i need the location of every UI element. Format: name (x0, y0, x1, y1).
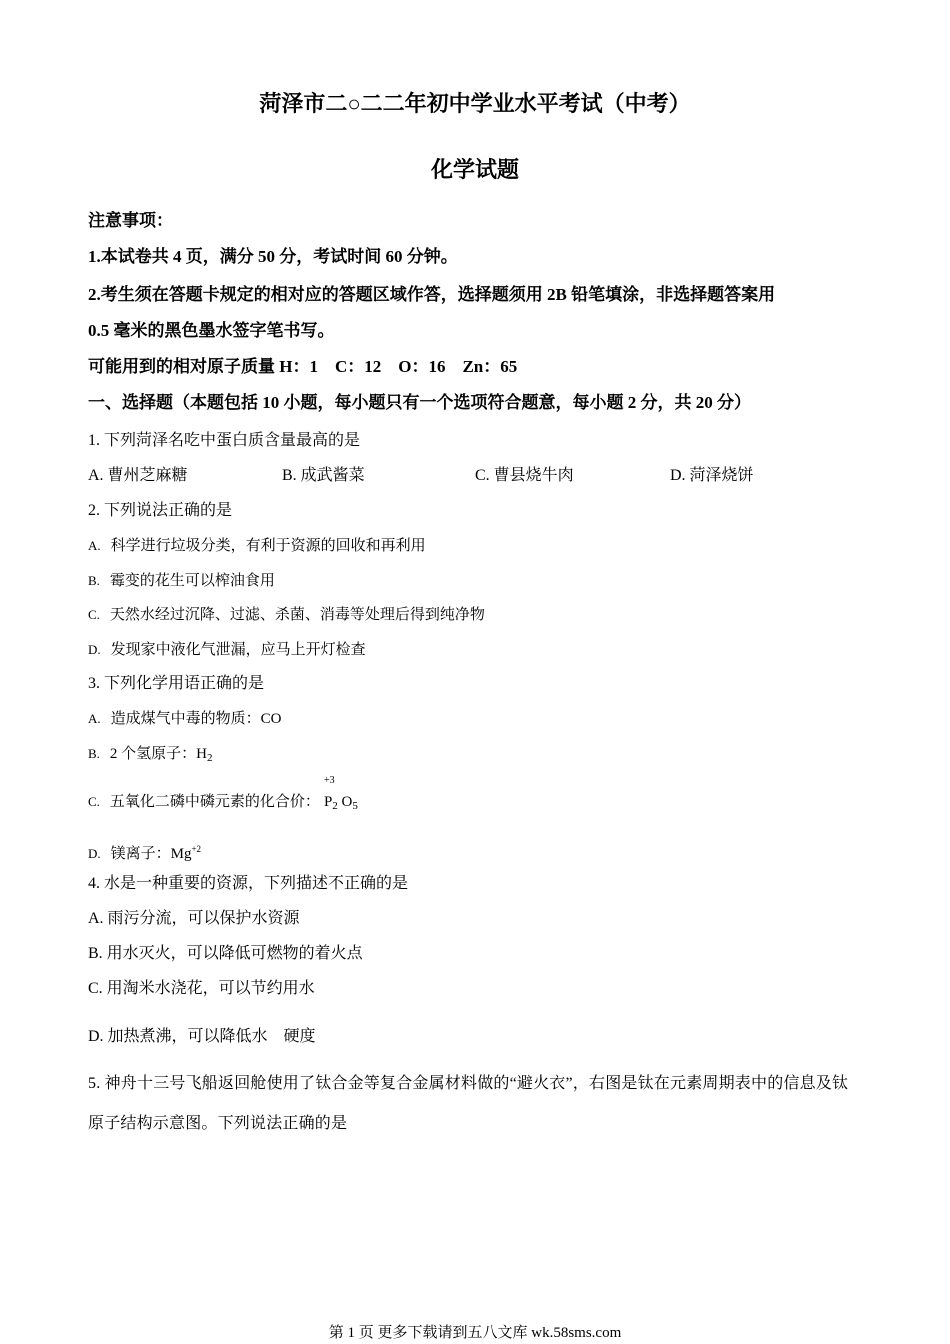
question-4-option-b: B. 用水灭火，可以降低可燃物的着火点 (88, 945, 363, 962)
atomic-masses: 可能用到的相对原子质量 H：1 C：12 O：16 Zn：65 (88, 357, 518, 376)
question-2-option-d (88, 640, 366, 660)
element-symbol: P (323, 794, 333, 810)
option-text: 发现家中液化气泄漏，应马上开灯检查 (110, 642, 366, 658)
option-text: 造成煤气中毒的物质：CO (110, 711, 282, 727)
option-text: 天然水经过沉降、过滤、杀菌、消毒等处理后得到纯净物 (109, 607, 485, 623)
question-2-option-c (88, 605, 485, 625)
notice-item-2-line-1: 2.考生须在答题卡规定的相对应的答题区域作答，选择题须用 2B 铅笔填涂，非选择题答案用 (88, 285, 776, 304)
question-4-option-a: A. 雨污分流，可以保护水资源 (88, 910, 300, 927)
question-4-option-d: D. 加热煮沸，可以降低水 硬度 (88, 1028, 316, 1045)
page-footer: 第 1 页 更多下载请到五八文库 wk.58sms.com (328, 1325, 622, 1341)
question-3-option-d (88, 839, 201, 864)
option-label: B. (88, 746, 100, 761)
option-text: 2 个氢原子：H (109, 746, 208, 762)
option-text: 霉变的花生可以榨油食用 (109, 573, 275, 589)
question-1-option-c: C. 曹县烧牛肉 (475, 467, 574, 484)
notice-item-1: 1.本试卷共 4 页，满分 50 分，考试时间 60 分钟。 (88, 247, 458, 266)
question-1-option-d: D. 菏泽烧饼 (670, 467, 754, 484)
valence-mark: +3 (323, 775, 335, 786)
exam-title: 菏泽市二○二二年初中学业水平考试（中考） (259, 91, 691, 116)
question-3-stem: 3. 下列化学用语正确的是 (88, 675, 265, 692)
question-3-option-b (88, 744, 213, 768)
option-label: D. (88, 846, 101, 861)
question-5-stem: 5. 神舟十三号飞船返回舱使用了钛合金等复合金属材料做的“避火衣”，右图是钛在元素周期表中的信息及钛原子结构示意图。下列说法正确的是 (88, 1075, 849, 1132)
option-label: A. (88, 538, 101, 553)
question-2-option-b (88, 571, 275, 591)
subscript: 5 (352, 800, 358, 812)
notice-item-2-line-2: 0.5 毫米的黑色墨水签字笔书写。 (88, 321, 335, 340)
valence-formula (323, 775, 335, 812)
option-label: C. (88, 794, 100, 809)
question-1-choices (88, 466, 868, 486)
question-1-stem: 1. 下列菏泽名吃中蛋白质含量最高的是 (88, 432, 361, 449)
option-label: D. (88, 642, 101, 657)
question-2-stem: 2. 下列说法正确的是 (88, 502, 233, 519)
notice-heading: 注意事项： (88, 211, 173, 230)
subscript: 2 (332, 800, 338, 812)
element-symbol: O (341, 794, 353, 810)
exam-subtitle: 化学试题 (430, 157, 519, 182)
section-1-heading: 一、选择题（本题包括 10 小题，每小题只有一个选项符合题意，每小题 2 分，共 20 分） (88, 393, 751, 412)
question-1-option-a: A. 曹州芝麻糖 (88, 467, 188, 484)
option-label: A. (88, 711, 101, 726)
question-2-option-a (88, 536, 426, 556)
superscript: +2 (191, 844, 202, 854)
option-text: 五氧化二磷中磷元素的化合价： (109, 794, 320, 810)
question-3-option-a (88, 709, 281, 729)
option-text: 镁离子：Mg (110, 846, 192, 862)
option-label: B. (88, 573, 100, 588)
question-4-option-c: C. 用淘米水浇花，可以节约用水 (88, 980, 315, 997)
question-3-option-c (88, 775, 358, 816)
option-label: C. (88, 607, 100, 622)
question-1-option-b: B. 成武酱菜 (282, 467, 365, 484)
subscript: 2 (207, 752, 213, 764)
question-4-stem: 4. 水是一种重要的资源，下列描述不正确的是 (88, 875, 409, 892)
option-text: 科学进行垃圾分类，有利于资源的回收和再利用 (110, 538, 426, 554)
